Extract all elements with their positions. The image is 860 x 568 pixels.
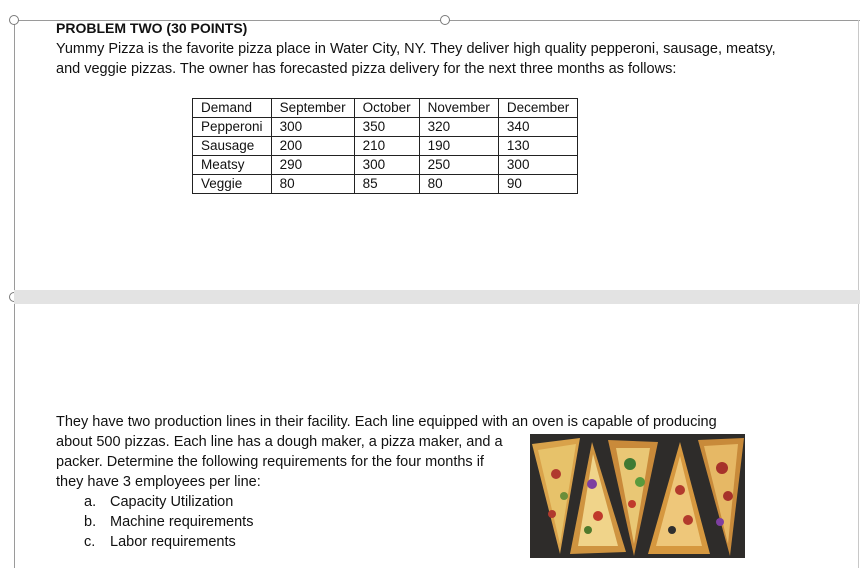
list-marker: c. bbox=[84, 534, 96, 550]
list-item bbox=[84, 492, 253, 512]
pizza-slices-image[interactable] bbox=[530, 434, 745, 558]
list-marker: a. bbox=[84, 494, 97, 510]
table-header-cell: November bbox=[419, 99, 498, 118]
table-cell: 80 bbox=[271, 175, 354, 194]
table-cell: 300 bbox=[271, 118, 354, 137]
list-label: Capacity Utilization bbox=[110, 494, 234, 510]
intro-paragraph: Yummy Pizza is the favorite pizza place in Water City, NY. They deliver high quality pepperoni, sausage, meatsy, and veggie pizzas. The owner has forecasted pizza delivery for the next three months as follows: bbox=[56, 41, 776, 77]
table-cell: Veggie bbox=[193, 175, 272, 194]
table-cell: 250 bbox=[419, 156, 498, 175]
page-break bbox=[14, 290, 860, 304]
table-cell: 85 bbox=[354, 175, 419, 194]
table-cell: Meatsy bbox=[193, 156, 272, 175]
table-cell: 290 bbox=[271, 156, 354, 175]
table-cell: Sausage bbox=[193, 137, 272, 156]
list-label: Labor requirements bbox=[110, 534, 236, 550]
table-cell: 80 bbox=[419, 175, 498, 194]
paragraph-line: about 500 pizzas. Each line has a dough maker, a pizza maker, and a bbox=[56, 434, 503, 450]
resize-handle-top-center[interactable] bbox=[440, 15, 450, 25]
table-row bbox=[193, 137, 578, 156]
table-header-row bbox=[193, 99, 578, 118]
demand-table bbox=[192, 98, 578, 194]
paragraph-line: they have 3 employees per line: bbox=[56, 474, 261, 490]
table-cell: 200 bbox=[271, 137, 354, 156]
table-row bbox=[193, 175, 578, 194]
table-row bbox=[193, 118, 578, 137]
table-cell: 300 bbox=[498, 156, 577, 175]
list-item bbox=[84, 512, 253, 532]
table-cell: 320 bbox=[419, 118, 498, 137]
table-row bbox=[193, 156, 578, 175]
list-item bbox=[84, 532, 253, 552]
table-cell: 90 bbox=[498, 175, 577, 194]
requirements-list bbox=[84, 492, 253, 552]
table-header-cell: September bbox=[271, 99, 354, 118]
table-cell: 190 bbox=[419, 137, 498, 156]
table-header-cell: October bbox=[354, 99, 419, 118]
paragraph-line: They have two production lines in their facility. Each line equipped with an oven is capable of producing bbox=[56, 414, 717, 430]
resize-handle-top-left[interactable] bbox=[9, 15, 19, 25]
table-cell: 350 bbox=[354, 118, 419, 137]
table-header-cell: December bbox=[498, 99, 577, 118]
list-marker: b. bbox=[84, 514, 97, 530]
paragraph-line: packer. Determine the following requirements for the four months if bbox=[56, 454, 484, 470]
list-label: Machine requirements bbox=[110, 514, 254, 530]
pizza-illustration bbox=[530, 434, 745, 558]
table-cell: Pepperoni bbox=[193, 118, 272, 137]
problem-heading: PROBLEM TWO (30 POINTS) bbox=[56, 20, 248, 36]
table-cell: 130 bbox=[498, 137, 577, 156]
table-header-cell: Demand bbox=[193, 99, 272, 118]
table-cell: 210 bbox=[354, 137, 419, 156]
table-cell: 340 bbox=[498, 118, 577, 137]
table-cell: 300 bbox=[354, 156, 419, 175]
